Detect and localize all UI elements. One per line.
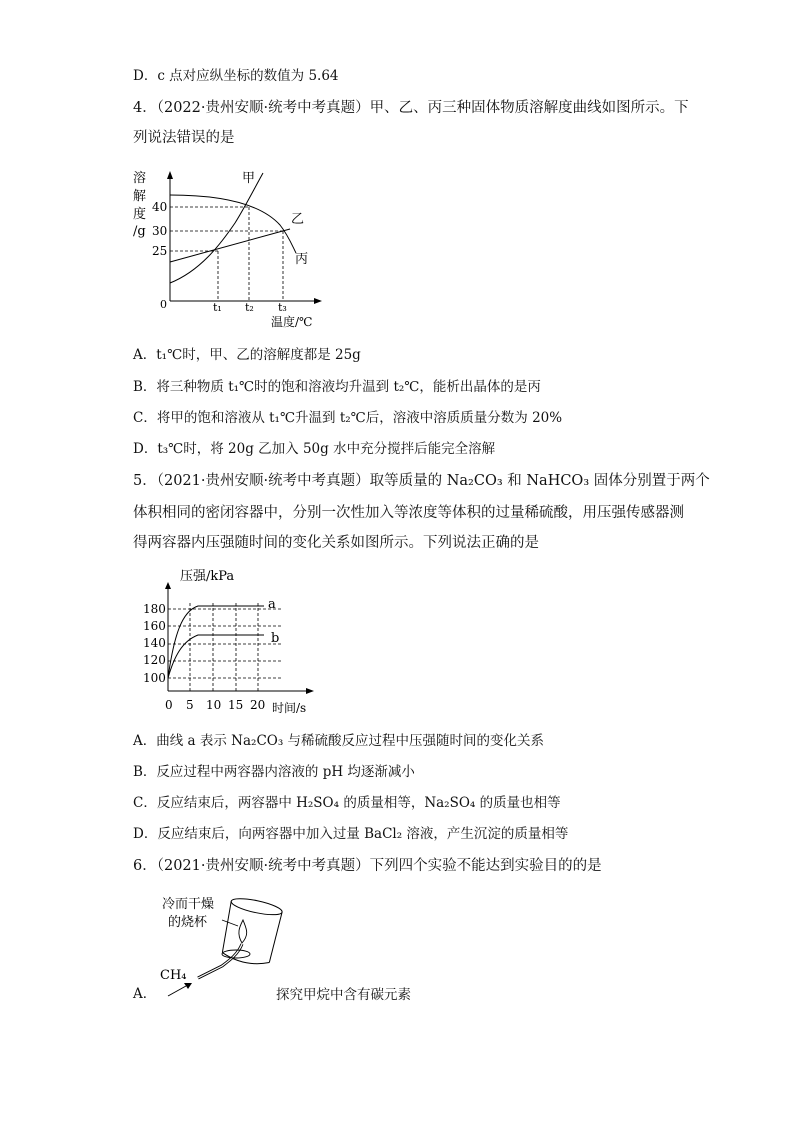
q6-option-a-letter: A． [133,986,157,1002]
q4-solubility-chart [130,165,340,335]
q4-option-c: C．将甲的饱和溶液从 t₁℃升温到 t₂℃后，溶液中溶质质量分数为 20% [133,410,563,426]
q5-stem-line3: 得两容器内压强随时间的变化关系如图所示。下列说法正确的是 [133,535,539,551]
q4-option-d: D．t₃℃时，将 20g 乙加入 50g 水中充分搅拌后能完全溶解 [133,441,496,457]
q5-stem-line1: 5．（2021·贵州安顺·统考中考真题）取等质量的 Na₂CO₃ 和 NaHCO₃ 固体分别置于两个 [133,473,710,489]
q5-x-tick-15: 15 [228,698,244,712]
q6-stem: 6．（2021·贵州安顺·统考中考真题）下列四个实验不能达到实验目的的是 [133,858,602,874]
q5-x-axis-arrow [306,688,314,694]
q5-option-c: C．反应结束后，两容器中 H₂SO₄ 的质量相等，Na₂SO₄ 的质量也相等 [133,795,561,811]
q5-y-label: 压强/kPa [180,569,235,584]
q5-y-tick-160: 160 [143,619,166,633]
q5-option-d: D．反应结束后，向两容器中加入过量 BaCl₂ 溶液，产生沉淀的质量相等 [133,826,569,842]
q4-option-b: B．将三种物质 t₁℃时的饱和溶液均升温到 t₂℃，能析出晶体的是丙 [133,379,541,395]
q4-stem-line2: 列说法错误的是 [133,130,235,146]
q6-fig-label-2: 的烧杯 [168,915,208,930]
q5-x-tick-0: 0 [165,698,173,712]
q6-option-a-caption: 探究甲烷中含有碳元素 [276,987,411,1003]
q4-y-label-4: /g [133,224,146,239]
q4-y-tick-25: 25 [152,244,168,258]
q6-gas-arrow [168,986,186,996]
q4-x-tick-t1: t₁ [213,301,222,314]
q4-curve-yi [170,229,290,262]
q4-y-label-1: 溶 [133,171,147,186]
q5-x-tick-10: 10 [206,698,222,712]
q5-x-label: 时间/s [272,701,307,715]
q4-y-tick-40: 40 [152,200,168,214]
q5-y-tick-120: 120 [143,653,166,667]
q5-label-a: a [268,597,276,612]
q5-y-tick-180: 180 [143,602,166,616]
beaker-icon [219,895,283,967]
flame-icon [239,920,247,943]
q5-stem-line2: 体积相同的密闭容器中，分别一次性加入等浓度等体积的过量稀硫酸，用压强传感器测 [133,505,684,521]
q4-y-tick-30: 30 [152,224,168,238]
q4-label-yi: 乙 [291,212,305,227]
q6-gas-label: CH₄ [160,968,187,983]
q3-option-d: D．c 点对应纵坐标的数值为 5.64 [133,68,339,84]
q4-stem-line1: 4．（2022·贵州安顺·统考中考真题）甲、乙、丙三种固体物质溶解度曲线如图所示。下 [133,100,689,116]
q5-option-a: A．曲线 a 表示 Na₂CO₃ 与稀硫酸反应过程中压强随时间的变化关系 [133,733,545,749]
q6-fig-label-1: 冷而干燥 [162,897,215,912]
q6-label-pointer [222,920,238,926]
gas-tube [198,944,242,978]
q4-x-axis-arrow [314,298,322,304]
q4-y-label-2: 解 [133,189,147,204]
q5-x-tick-20: 20 [250,698,266,712]
q4-x-tick-t2: t₂ [245,301,254,314]
q4-x-tick-t3: t₃ [278,301,287,314]
q5-y-axis-arrow [165,582,171,589]
q4-guide-lines [170,207,283,301]
q4-origin: 0 [160,298,167,311]
q4-y-label-3: 度 [133,207,147,222]
q5-option-b: B．反应过程中两容器内溶液的 pH 均逐渐减小 [133,764,415,780]
q5-x-tick-5: 5 [186,698,194,712]
q4-y-axis-arrow [167,171,173,179]
q4-x-label: 温度/℃ [271,315,313,329]
q5-y-tick-140: 140 [143,636,166,650]
q5-y-tick-100: 100 [143,671,166,685]
q4-label-bing: 丙 [295,252,309,267]
q4-option-a: A．t₁℃时，甲、乙的溶解度都是 25g [133,347,361,363]
q5-pressure-chart [138,563,328,723]
q5-curve-b [168,635,264,678]
q5-label-b: b [271,631,280,646]
q4-label-jia: 甲 [242,171,256,186]
q5-curve-a [168,606,264,678]
